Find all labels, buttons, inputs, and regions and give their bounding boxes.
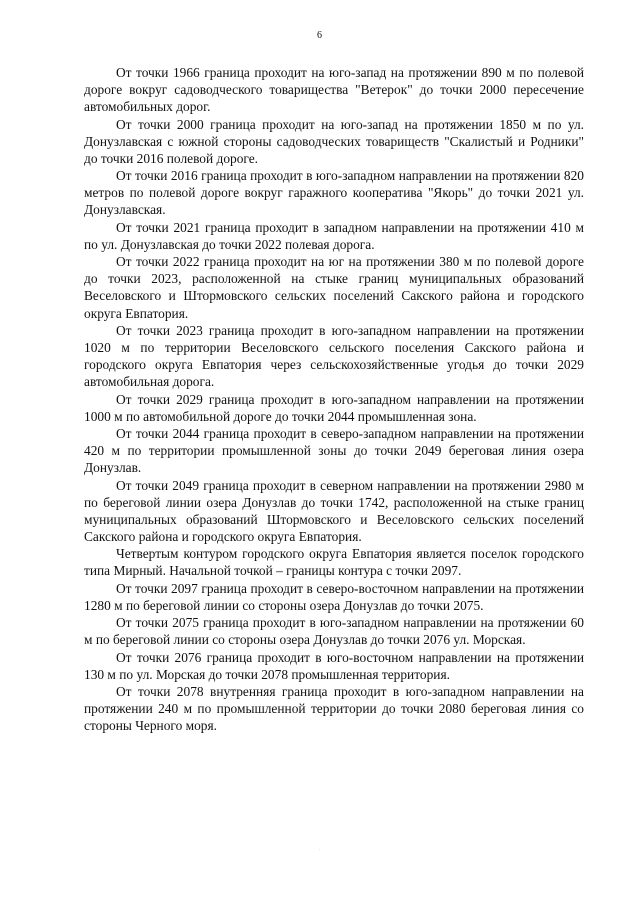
paragraph: От точки 1966 граница проходит на юго-запад на протяжении 890 м по полевой дороге вокруг садоводческого товарищества "Ветерок" до точки 2000 пересечение автомобильных дорог. — [84, 65, 584, 115]
paragraph: От точки 2075 граница проходит в юго-западном направлении на протяжении 60 м по береговой линии со стороны озера Донузлав до точки 2076 ул. Морская. — [84, 615, 584, 648]
page-number: 6 — [317, 30, 322, 41]
paragraph: От точки 2022 граница проходит на юг на протяжении 380 м по полевой дороге до точки 2023, расположенной на стыке границ муниципальных образований Веселовского и Штормовского сельских поселений Сакского района и городского округа Евпатория. — [84, 254, 584, 321]
paragraph: От точки 2078 внутренняя граница проходит в юго-западном направлении на протяжении 240 м по промышленной территории до точки 2080 береговая линия со стороны Черного моря. — [84, 684, 584, 734]
paragraph: От точки 2023 граница проходит в юго-западном направлении на протяжении 1020 м по территории Веселовского сельского поселения Сакского района и городского округа Евпатория через сельскохозяйственные угодья до точки 2029 автомобильная дорога. — [84, 322, 584, 390]
paragraph: От точки 2076 граница проходит в юго-восточном направлении на протяжении 130 м по ул. Морская до точки 2078 промышленная территория. — [84, 649, 584, 682]
footer-mark: . — [318, 846, 321, 852]
paragraph: От точки 2049 граница проходит в северном направлении на протяжении 2980 м по береговой линии озера Донузлав до точки 1742, расположенной на стыке границ муниципальных образований Штормовского и Веселовского сельских поселений Сакского района и городского округа Евпатория. — [84, 477, 584, 544]
paragraph: От точки 2021 граница проходит в западном направлении на протяжении 410 м по ул. Донузлавская до точки 2022 полевая дорога. — [84, 219, 584, 252]
paragraph: Четвертым контуром городского округа Евпатория является поселок городского типа Мирный. Начальной точкой – границы контура с точки 2097. — [84, 546, 584, 579]
paragraph: От точки 2000 граница проходит на юго-запад на протяжении 1850 м по ул. Донузлавская с южной стороны садоводческих товариществ "Скалистый и Родники" до точки 2016 полевой дороге. — [84, 116, 584, 166]
paragraph: От точки 2029 граница проходит в юго-западном направлении на протяжении 1000 м по автомобильной дороге до точки 2044 промышленная зона. — [84, 391, 584, 424]
paragraph: От точки 2097 граница проходит в северо-восточном направлении на протяжении 1280 м по береговой линии со стороны озера Донузлав до точки 2075. — [84, 580, 584, 613]
paragraph: От точки 2044 граница проходит в северо-западном направлении на протяжении 420 м по территории промышленной зоны до точки 2049 береговая линия озера Донузлав. — [84, 426, 584, 476]
paragraph: От точки 2016 граница проходит в юго-западном направлении на протяжении 820 метров по полевой дороге вокруг гаражного кооператива "Якорь" до точки 2021 ул. Донузлавская. — [84, 168, 584, 218]
document-body — [84, 64, 584, 735]
